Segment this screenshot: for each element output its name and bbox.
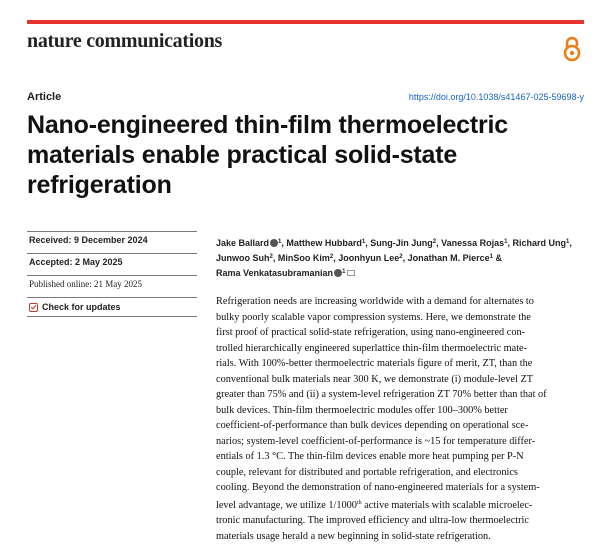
header-accent-bar	[27, 20, 584, 24]
abstract-text: level advantage, we utilize 1/1000	[216, 500, 357, 511]
author-name[interactable]: Matthew Hubbard	[286, 238, 362, 248]
affiliation-sup: 2	[433, 239, 436, 245]
abstract-line: rials. With 100%-better thermoelectric materials figure of merit, ZT, than the	[216, 356, 590, 372]
abstract-line: cooling. Beyond the demonstration of nano-engineered materials for a system-	[216, 480, 590, 496]
affiliation-sup: 2	[270, 254, 273, 260]
check-updates-icon	[29, 303, 38, 312]
author-name[interactable]: Vanessa Rojas	[441, 238, 504, 248]
title-line: materials enable practical solid-state	[27, 140, 587, 170]
abstract	[216, 294, 590, 544]
article-type-label: Article	[27, 91, 61, 103]
author-list	[216, 235, 590, 280]
author-name[interactable]: Richard Ung	[513, 238, 567, 248]
orcid-icon[interactable]	[334, 269, 342, 277]
article-dates	[27, 231, 197, 317]
abstract-line: materials usage herald a new beginning in solid-state refrigeration.	[216, 529, 590, 544]
author-line: Jake Ballard $^1$, Matthew Hubbard$^1$, Sung-Jin Jung$^2$, Vanessa Rojas$^1$, Richard Ung$^1$,	[216, 235, 590, 250]
abstract-line: bulk devices. Thin-film thermoelectric modules offer 100–300% better	[216, 403, 590, 419]
email-icon[interactable]	[347, 270, 355, 276]
author-line: Junwoo Suh$^2$, MinSoo Kim$^2$, Joonhyun Lee$^2$, Jonathan M. Pierce$^1$ &	[216, 250, 590, 265]
abstract-text: active materials with scalable microelec-	[362, 500, 533, 511]
accepted-date: Accepted: 2 May 2025	[27, 253, 197, 275]
abstract-line: bulky poorly scalable vapor compression systems. Here, we demonstrate the	[216, 310, 590, 326]
affiliation-sup: 2	[399, 254, 402, 260]
author-name[interactable]: Jonathan M. Pierce	[408, 253, 490, 263]
abstract-line: trolled hierarchically engineered superlattice thin-film thermoelectric mate-	[216, 341, 590, 357]
author-name[interactable]: Sung-Jin Jung	[370, 238, 433, 248]
title-line: refrigeration	[27, 170, 587, 200]
received-date: Received: 9 December 2024	[27, 231, 197, 253]
author-ampersand: &	[495, 253, 502, 263]
superscript-th: th	[357, 500, 362, 506]
affiliation-sup: 1	[504, 239, 507, 245]
open-access-icon	[561, 36, 583, 62]
abstract-line: narios; system-level coefficient-of-performance is ~15 for temperature differ-	[216, 434, 590, 450]
author-name[interactable]: Joonhyun Lee	[338, 253, 399, 263]
check-for-updates[interactable]	[27, 297, 197, 317]
abstract-line	[216, 496, 590, 514]
abstract-line: Refrigeration needs are increasing worldwide with a demand for alternates to	[216, 294, 590, 310]
abstract-line: coefficient-of-performance than bulk devices depending on operational sce-	[216, 418, 590, 434]
author-line	[216, 265, 590, 280]
affiliation-sup: 1	[278, 239, 281, 245]
author-name[interactable]: MinSoo Kim	[278, 253, 330, 263]
affiliation-sup: 1	[566, 239, 569, 245]
orcid-icon[interactable]	[270, 239, 278, 247]
author-name[interactable]: Jake Ballard	[216, 238, 269, 248]
author-name[interactable]: Rama Venkatasubramanian	[216, 268, 333, 278]
affiliation-sup: 1	[342, 269, 345, 275]
journal-name: nature communications	[27, 30, 222, 53]
check-for-updates-label: Check for updates	[42, 300, 121, 314]
title-line: Nano-engineered thin-film thermoelectric	[27, 110, 587, 140]
affiliation-sup: 1	[362, 239, 365, 245]
abstract-line: couple, relevant for distributed and portable refrigeration, and electronics	[216, 465, 590, 481]
abstract-line: entials of 1.3 °C. The thin-film devices enable more heat pumping per P-N	[216, 449, 590, 465]
abstract-line: tronic manufacturing. The improved efficiency and ultra-low thermoelectric	[216, 513, 590, 529]
author-name[interactable]: Junwoo Suh	[216, 253, 270, 263]
doi-link[interactable]: https://doi.org/10.1038/s41467-025-59698-y	[409, 92, 584, 102]
affiliation-sup: 1	[490, 254, 493, 260]
abstract-line: conventional bulk materials near 300 K, we demonstrate (i) module-level ZT	[216, 372, 590, 388]
published-date: Published online: 21 May 2025	[27, 275, 197, 297]
affiliation-sup: 2	[330, 254, 333, 260]
abstract-line: greater than 75% and (ii) a system-level refrigeration ZT 70% better than that of	[216, 387, 590, 403]
abstract-line: first proof of practical solid-state refrigeration, using nano-engineered con-	[216, 325, 590, 341]
article-title	[27, 110, 587, 200]
